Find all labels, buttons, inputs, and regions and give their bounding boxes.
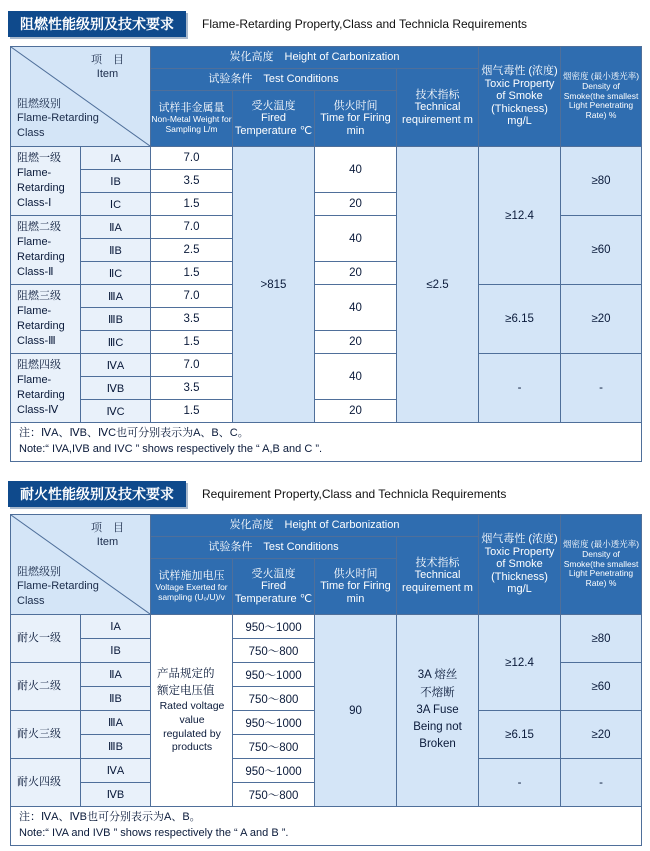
weight-cell: 3.5: [151, 308, 233, 331]
note-en: Note:“ IVA,IVB and IVC ” shows respectively the “ A,B and C ”.: [19, 442, 323, 455]
sub-class: ⅢC: [81, 331, 151, 354]
temperature-cell: 950～1000: [233, 615, 315, 639]
section1-header: [0, 8, 650, 40]
density-header: 烟密度 (最小透光率) Density of Smoke(the smallest Light Penetrating Rate) %: [561, 515, 642, 615]
sub-class: ⅢA: [81, 711, 151, 735]
time-header: 供火时间 Time for Firing min: [315, 559, 397, 615]
density-cell: ≥20: [561, 285, 642, 354]
carbonization-header: 炭化高度 Height of Carbonization: [151, 515, 479, 537]
weight-cell: 1.5: [151, 400, 233, 423]
weight-cell: 2.5: [151, 239, 233, 262]
tech-cell: ≤2.5: [397, 147, 479, 423]
toxic-cell: -: [479, 354, 561, 423]
time-cell: 40: [315, 147, 397, 193]
flame-retarding-section: [0, 8, 650, 40]
group-class-2: 耐火二级: [11, 663, 81, 711]
item-en: Item: [96, 68, 119, 81]
density-cell: ≥60: [561, 216, 642, 285]
tech-cell: 3A 熔丝不熔断 3A Fuse Being not Broken: [397, 615, 479, 807]
sub-class: ⅣA: [81, 759, 151, 783]
sub-class: ⅣA: [81, 354, 151, 377]
weight-cell: 1.5: [151, 262, 233, 285]
density-header: 烟密度 (最小透光率) Density of Smoke(the smallest Light Penetrating Rate) %: [561, 47, 642, 147]
sub-class: ⅡA: [81, 216, 151, 239]
sub-class: ⅠB: [81, 639, 151, 663]
sub-class: ⅣB: [81, 377, 151, 400]
weight-cell: 7.0: [151, 216, 233, 239]
fire-resistance-section: [0, 478, 650, 510]
temperature-cell: 750～800: [233, 783, 315, 807]
section2-header: [0, 478, 650, 510]
weight-cell: 7.0: [151, 354, 233, 377]
sub-class: ⅣB: [81, 783, 151, 807]
group-class-4: 耐火四级: [11, 759, 81, 807]
density-cell: -: [561, 759, 642, 807]
toxic-cell: -: [479, 759, 561, 807]
carbonization-header: 炭化高度 Height of Carbonization: [151, 47, 479, 69]
temperature-cell: 750～800: [233, 735, 315, 759]
item-class-header: [11, 47, 151, 147]
temperature-cell: 950～1000: [233, 711, 315, 735]
note-en: Note:“ IVA and IVB ” shows respectively the “ A and B ”.: [19, 826, 289, 839]
temperature-cell: 950～1000: [233, 759, 315, 783]
weight-cell: 3.5: [151, 170, 233, 193]
class-zh: 阻燃级别: [17, 566, 61, 579]
toxic-cell: ≥12.4: [479, 147, 561, 285]
sub-class: ⅠB: [81, 170, 151, 193]
fire-resistance-table: [10, 514, 642, 846]
class-zh: 阻燃级别: [17, 98, 61, 111]
item-en: Item: [96, 536, 119, 549]
test-conditions-header: 试验条件 Test Conditions: [151, 537, 397, 559]
note-zh: 注：ⅣA、ⅣB、ⅣC也可分别表示为A、B、C。: [19, 427, 249, 439]
temperature-header: 受火温度 Fired Temperature ℃: [233, 91, 315, 147]
time-cell: 40: [315, 354, 397, 400]
note-zh: 注：ⅣA、ⅣB也可分别表示为A、B。: [19, 811, 201, 823]
sub-class: ⅠA: [81, 615, 151, 639]
item-class-header: [11, 515, 151, 615]
toxic-cell: ≥6.15: [479, 285, 561, 354]
group-class-1: 耐火一级: [11, 615, 81, 663]
class-en: Flame-Retarding Class: [17, 580, 99, 607]
item-zh: 项 目: [91, 522, 124, 534]
voltage-header: 试样施加电压 Voltage Exerted for sampling (U₀/U)/v: [151, 559, 233, 615]
density-cell: -: [561, 354, 642, 423]
sub-class: ⅢA: [81, 285, 151, 308]
toxic-header: 烟气毒性 (浓度) Toxic Property of Smoke (Thickness) mg/L: [479, 515, 561, 615]
sub-class: ⅢB: [81, 308, 151, 331]
time-cell: 40: [315, 216, 397, 262]
density-cell: ≥80: [561, 615, 642, 663]
time-cell: 20: [315, 331, 397, 354]
group-class-3: 阻燃三级 Flame-Retarding Class-Ⅲ: [11, 285, 81, 354]
voltage-cell: 产品规定的额定电压值 Rated voltage value regulated by products: [151, 615, 233, 807]
sub-class: ⅣC: [81, 400, 151, 423]
class-en: Flame-Retarding Class: [17, 112, 99, 139]
time-cell: 20: [315, 262, 397, 285]
section1-title-en: Flame-Retarding Property,Class and Technicla Requirements: [202, 17, 528, 31]
sub-class: ⅢB: [81, 735, 151, 759]
group-class-2: 阻燃二级 Flame-Retarding Class-Ⅱ: [11, 216, 81, 285]
sub-class: ⅠA: [81, 147, 151, 170]
sub-class: ⅡC: [81, 262, 151, 285]
weight-cell: 1.5: [151, 331, 233, 354]
weight-cell: 7.0: [151, 147, 233, 170]
group-class-4: 阻燃四级 Flame-Retarding Class-Ⅳ: [11, 354, 81, 423]
temperature-cell: 750～800: [233, 687, 315, 711]
group-class-1: 阻燃一级 Flame-Retarding Class-Ⅰ: [11, 147, 81, 216]
tech-header: 技术指标 Technical requirement m: [397, 69, 479, 147]
sub-class: ⅡB: [81, 239, 151, 262]
weight-header: 试样非金属量 Non-Metal Weight for Sampling L/m: [151, 91, 233, 147]
tech-header: 技术指标 Technical requirement m: [397, 537, 479, 615]
weight-cell: 7.0: [151, 285, 233, 308]
flame-retarding-table: [10, 46, 642, 462]
temperature-cell: 750～800: [233, 639, 315, 663]
density-cell: ≥60: [561, 663, 642, 711]
test-conditions-header: 试验条件 Test Conditions: [151, 69, 397, 91]
section2-note: [11, 807, 642, 846]
time-cell: 90: [315, 615, 397, 807]
toxic-cell: ≥6.15: [479, 711, 561, 759]
group-class-3: 耐火三级: [11, 711, 81, 759]
density-cell: ≥80: [561, 147, 642, 216]
sub-class: ⅡA: [81, 663, 151, 687]
item-zh: 项 目: [91, 54, 124, 66]
section1-title-zh: 阻燃性能级别及技术要求: [8, 11, 186, 37]
section2-title-zh: 耐火性能级别及技术要求: [8, 481, 186, 507]
time-header: 供火时间 Time for Firing min: [315, 91, 397, 147]
time-cell: 20: [315, 400, 397, 423]
density-cell: ≥20: [561, 711, 642, 759]
section2-title-en: Requirement Property,Class and Technicla Requirements: [202, 487, 507, 501]
temperature-cell: 950～1000: [233, 663, 315, 687]
temperature-header: 受火温度 Fired Temperature ℃: [233, 559, 315, 615]
time-cell: 40: [315, 285, 397, 331]
temperature-cell: >815: [233, 147, 315, 423]
sub-class: ⅠC: [81, 193, 151, 216]
toxic-cell: ≥12.4: [479, 615, 561, 711]
sub-class: ⅡB: [81, 687, 151, 711]
toxic-header: 烟气毒性 (浓度) Toxic Property of Smoke (Thickness) mg/L: [479, 47, 561, 147]
weight-cell: 3.5: [151, 377, 233, 400]
section1-note: [11, 423, 642, 462]
time-cell: 20: [315, 193, 397, 216]
weight-cell: 1.5: [151, 193, 233, 216]
